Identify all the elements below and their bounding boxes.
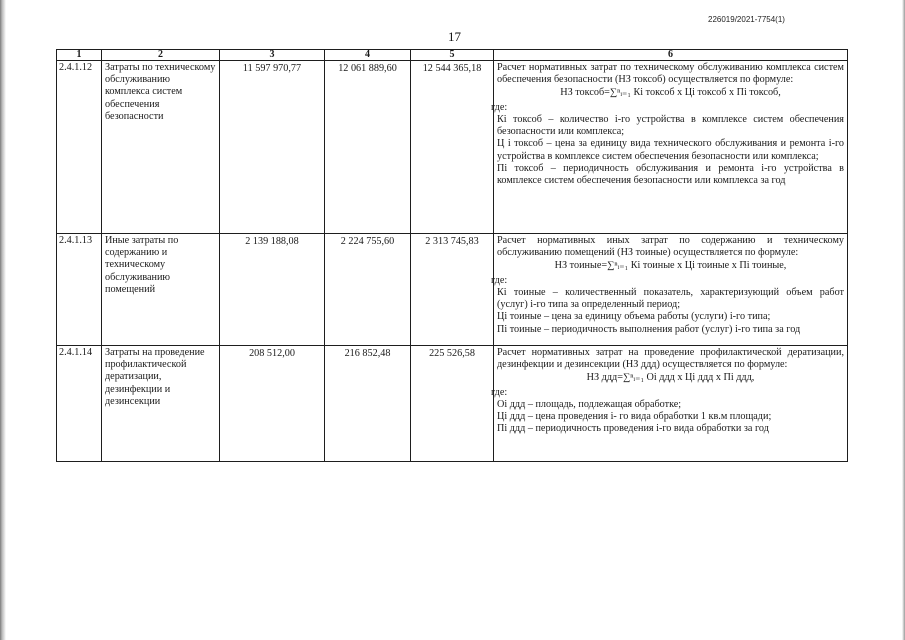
description-intro: Расчет нормативных иных затрат по содержанию и техническому обслуживанию помещений (НЗ тоиные) осуществляется по формуле: (497, 235, 844, 259)
column-header: 3 (220, 50, 325, 61)
cost-table (56, 49, 848, 462)
item-number: 2.4.1.13 (57, 234, 102, 346)
variable-definition: Пі ддд – периодичность проведения і-го вида обработки за год (497, 423, 769, 435)
value-year-2: 2 224 755,60 (325, 234, 411, 346)
calculation-description (491, 61, 848, 234)
value-year-2: 216 852,48 (325, 346, 411, 462)
description-intro: Расчет нормативных затрат на проведение профилактической дератизации, дезинфекции и дезинсекции (НЗ ддд) осуществляется по формуле: (497, 347, 844, 371)
value-year-1: 11 597 970,77 (220, 61, 325, 234)
column-header: 4 (325, 50, 411, 61)
calculation-description (491, 234, 848, 346)
item-name: Затраты по техническому обслуживанию комплекса систем обеспечения безопасности (102, 61, 220, 234)
item-number: 2.4.1.14 (57, 346, 102, 462)
item-name: Затраты на проведение профилактической дератизации, дезинфекции и дезинсекции (102, 346, 220, 462)
variable-definition: Кі тоиные – количественный показатель, характеризующий объем работ (услуг) і-го типа за определенный период; (497, 286, 844, 311)
value-year-1: 2 139 188,08 (220, 234, 325, 346)
variable-definition: Кі токсоб – количество і-го устройства в комплексе систем обеспечения безопасности или комплекса; (497, 113, 844, 138)
item-name: Иные затраты по содержанию и техническому обслуживанию помещений (102, 234, 220, 346)
where-label: где: (491, 274, 508, 286)
value-year-1: 208 512,00 (220, 346, 325, 462)
where-label: где: (491, 101, 508, 113)
value-year-2: 12 061 889,60 (325, 61, 411, 234)
column-header: 1 (57, 50, 102, 61)
formula: НЗ ддд=∑ⁿᵢ₌₁ Оі ддд х Ці ддд х Пі ддд, (586, 372, 755, 384)
variable-definition: Ці тоиные – цена за единицу объема работы (услуги) і-го типа; (497, 311, 771, 323)
table-row (57, 61, 848, 234)
value-year-3: 2 313 745,83 (411, 234, 494, 346)
document-id: 226019/2021-7754(1) (708, 15, 785, 24)
variable-definition: Ц і токсоб – цена за единицу вида технического обслуживания и ремонта і-го устройства в комплексе систем обеспечения безопасности или комплекса; (497, 138, 844, 162)
variable-definition: Пі токсоб – периодичность обслуживания и ремонта і-го устройства в комплексе систем обеспечения безопасности или комплекса за год (497, 162, 844, 187)
description-intro: Расчет нормативных затрат по техническому обслуживанию комплекса систем обеспечения безопасности (НЗ токсоб) осуществляется по формуле: (497, 62, 844, 86)
scan-edge-left (0, 0, 6, 640)
formula: НЗ токсоб=∑ⁿᵢ₌₁ Кі токсоб х Ці токсоб х Пі токсоб, (560, 87, 781, 99)
formula: НЗ тоиные=∑ⁿᵢ₌₁ Кі тоиные х Ці тоиные х Пі тоиные, (554, 260, 787, 272)
variable-definition: Ці ддд – цена проведения і- го вида обработки 1 кв.м площади; (497, 411, 772, 423)
variable-definition: Пі тоиные – периодичность выполнения работ (услуг) і-го типа за год (497, 323, 801, 335)
value-year-3: 12 544 365,18 (411, 61, 494, 234)
calculation-description (491, 346, 848, 462)
column-header: 6 (494, 50, 848, 61)
table-row (57, 234, 848, 346)
where-label: где: (491, 386, 508, 398)
header-row (57, 50, 848, 61)
variable-definition: Оі ддд – площадь, подлежащая обработке; (497, 398, 682, 410)
column-header: 5 (411, 50, 494, 61)
table-row (57, 346, 848, 462)
column-header: 2 (102, 50, 220, 61)
item-number: 2.4.1.12 (57, 61, 102, 234)
page-number: 17 (448, 29, 461, 44)
value-year-3: 225 526,58 (411, 346, 494, 462)
